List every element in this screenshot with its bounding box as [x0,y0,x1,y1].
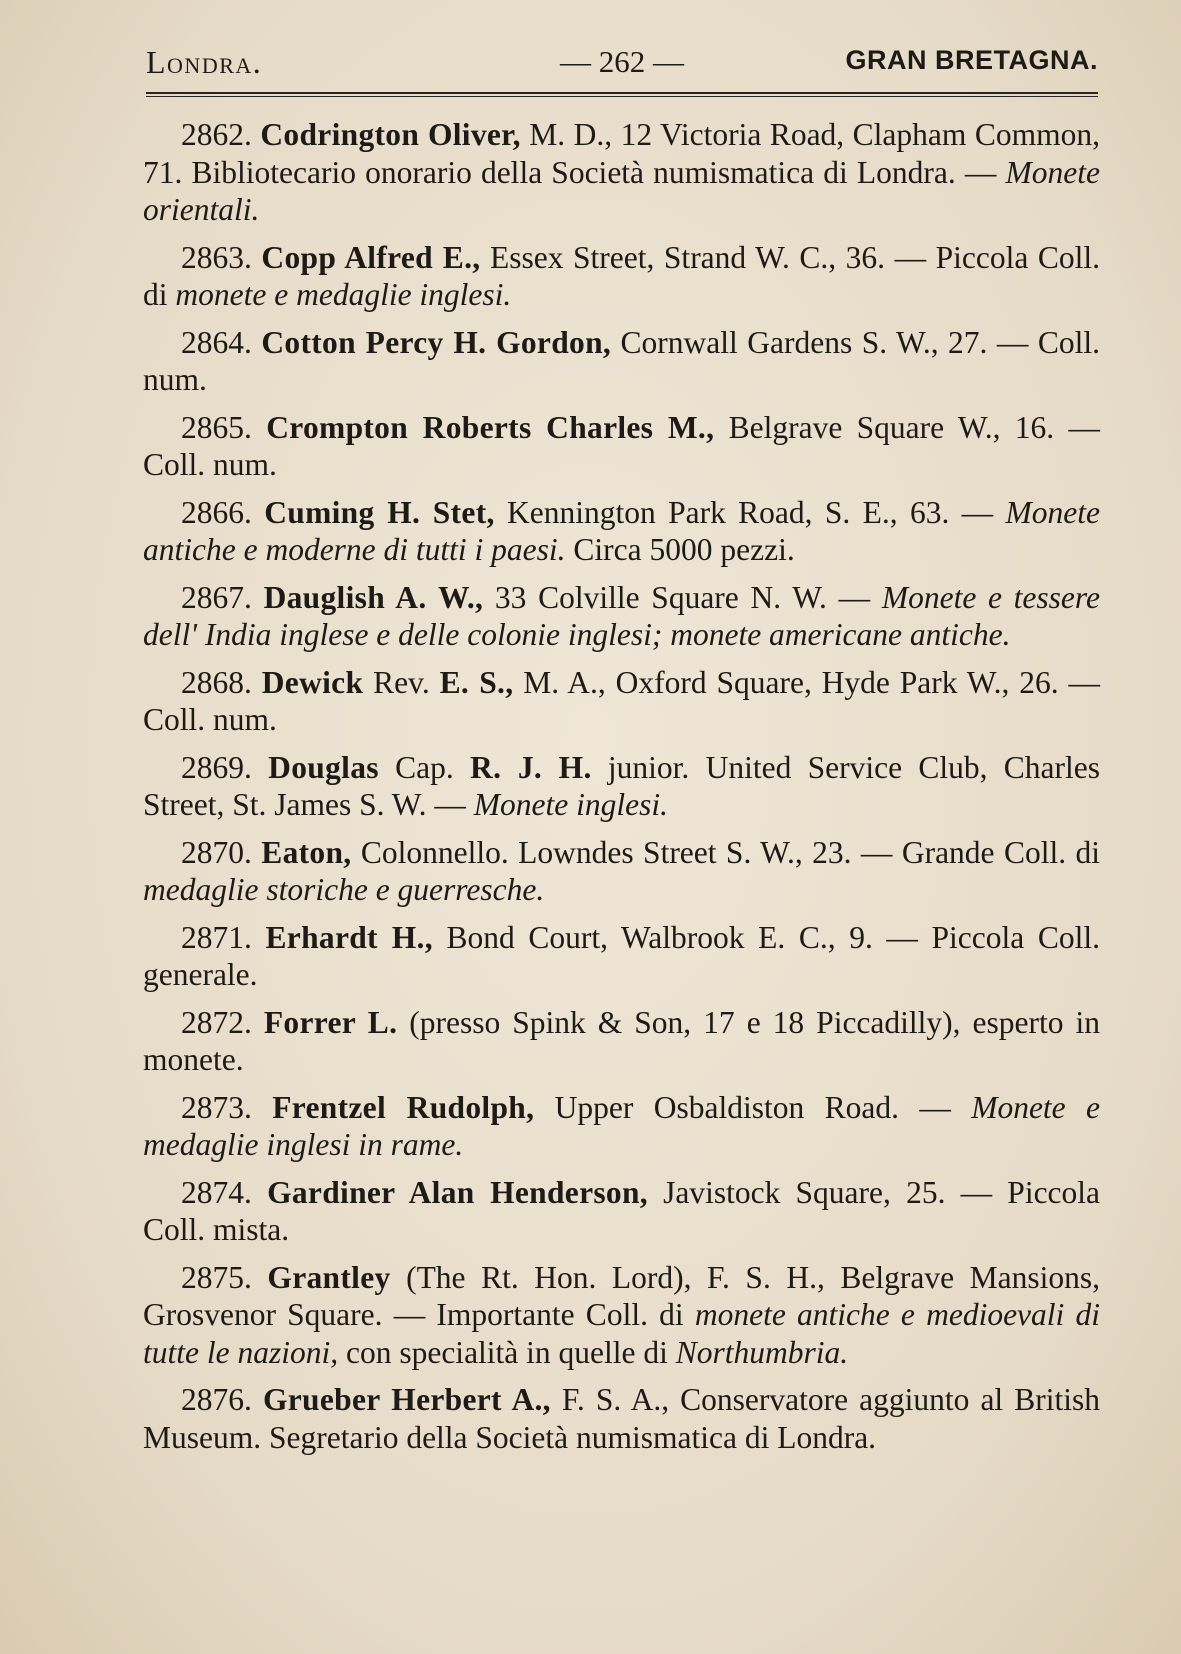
entry-name: Erhardt H., [265,919,433,955]
directory-entry [143,834,1100,909]
entry-number: 2865. [181,409,267,445]
entry-text: E. S., [439,664,514,700]
entry-name: Copp Alfred E., [261,239,481,275]
entry-text: Circa 5000 pezzi. [565,532,795,567]
directory-entry [143,1089,1100,1164]
entry-collection-text: Monete antiche e moderne di tutti i paesi. [143,494,1100,567]
entry-number: 2863. [181,239,262,275]
directory-entry [143,579,1100,654]
directory-entry [143,324,1100,399]
entry-number: 2868. [181,664,262,700]
page-header [146,38,1098,98]
entry-name: Gardiner Alan Henderson, [267,1174,648,1210]
entry-number: 2862. [181,117,261,152]
entry-collection-text: monete antiche e medioevali di tutte le nazioni, [143,1297,1100,1370]
entry-name: Codrington Oliver, [260,117,521,152]
entry-text: Upper Osbaldiston Road. — [534,1089,972,1125]
entry-text: M. A., Oxford Square, Hyde Park W., 26. — Coll. num. [143,664,1100,737]
directory-entry [143,239,1100,314]
header-city: Londra. [146,44,263,80]
entry-name: Grueber Herbert A., [262,1382,551,1417]
entry-text: R. J. H. [470,749,592,785]
entry-text: con specialità in quelle di [338,1334,676,1370]
entry-name: Grantley [267,1259,391,1295]
entry-number: 2864. [181,324,262,360]
entry-number: 2869. [181,749,269,785]
entry-text: M. D., 12 Victoria Road, Clapham Common, 71. Bibliotecario onorario della Società numismatica di Londra. — [143,117,1101,190]
entry-name: Eaton, [261,834,352,870]
entry-number: 2870. [181,834,262,870]
directory-entry [143,1174,1100,1249]
directory-entry [143,116,1100,229]
directory-entry [143,749,1100,824]
entry-name: Frentzel Rudolph, [272,1089,535,1125]
entry-text: junior. United Service Club, Charles Street, St. James S. W. — [143,749,1100,822]
entry-number: 2876. [181,1382,263,1417]
entry-number: 2875. [181,1259,268,1295]
entry-collection-text: Monete e medaglie inglesi in rame. [143,1089,1101,1162]
entry-name: Dewick [261,664,364,700]
directory-entry [143,494,1100,569]
entry-collection-text: Monete e tessere dell' India inglese e delle colonie inglesi; monete americane antiche. [143,579,1100,652]
entry-name: Cotton Percy H. Gordon, [261,324,612,360]
entry-text: Colonnello. Lowndes Street S. W., 23. — Grande Coll. di [351,834,1100,870]
page-number: — 262 — [560,44,684,79]
entry-number: 2872. [181,1004,264,1040]
entry-name: Dauglish A. W., [263,579,484,615]
directory-entry [143,919,1100,994]
entry-name: Crompton Roberts Charles M., [266,409,715,445]
directory-entry [143,1381,1100,1456]
entry-name: Forrer L. [263,1004,398,1040]
header-country: GRAN BRETAGNA. [845,45,1098,75]
entry-number: 2867. [181,579,264,615]
header-rule-thin [146,96,1098,97]
entry-collection-text: Northumbria. [675,1334,849,1370]
entry-collection-text: Monete orientali. [143,154,1100,227]
entry-name: Cuming H. Stet, [264,494,495,530]
entry-collection-text: medaglie storiche e guerresche. [143,872,545,907]
entry-collection-text: Monete inglesi. [473,787,668,822]
entry-number: 2866. [181,494,265,530]
entry-text: Belgrave Square W., 16. — Coll. num. [143,409,1101,482]
header-rule [146,92,1098,94]
entry-number: 2871. [181,919,266,955]
entry-text: Javistock Square, 25. — Piccola Coll. mista. [143,1174,1101,1247]
entry-text: Essex Street, Strand W. C., 36. — Piccola Coll. di [143,239,1101,312]
directory-entry [143,1259,1100,1372]
directory-entry [143,664,1100,739]
entry-number: 2874. [181,1174,268,1210]
entry-text: (The Rt. Hon. Lord), F. S. H., Belgrave Mansions, Grosvenor Square. — Importante Coll. di [143,1259,1101,1332]
entry-text: F. S. A., Conservatore aggiunto al British Museum. Segretario della Società numismatica di Londra. [143,1382,1100,1455]
entry-number: 2873. [181,1089,273,1125]
entry-text: Cap. [378,749,471,785]
entry-list [143,116,1100,1466]
entry-text: Rev. [363,664,440,700]
entry-text: 33 Colville Square N. W. — [483,579,882,615]
directory-entry [143,409,1100,484]
entry-text: (presso Spink & Son, 17 e 18 Piccadilly), esperto in monete. [143,1004,1100,1077]
entry-text: Cornwall Gardens S. W., 27. — Coll. num. [143,324,1101,397]
entry-name: Douglas [268,749,379,785]
entry-text: Bond Court, Walbrook E. C., 9. — Piccola Coll. generale. [143,919,1100,992]
entry-text: Kennington Park Road, S. E., 63. — [494,494,1006,530]
entry-collection-text: monete e medaglie inglesi. [175,277,512,312]
directory-entry [143,1004,1100,1079]
